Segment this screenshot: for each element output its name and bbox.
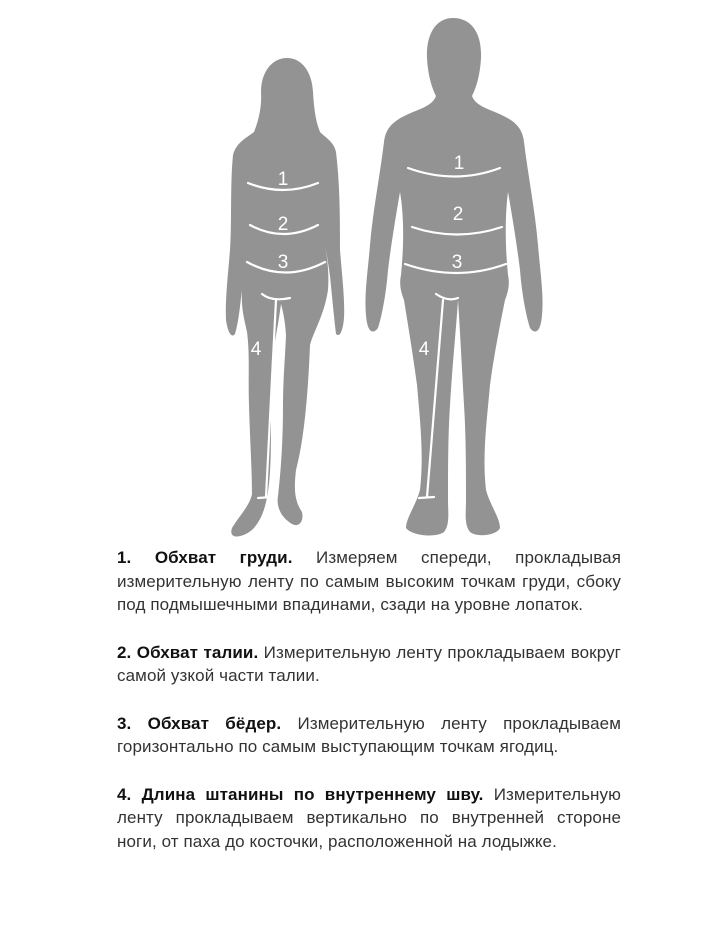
female-marker-2: 2: [277, 214, 289, 235]
instruction-waist: [117, 641, 621, 688]
male-marker-1: 1: [453, 153, 465, 174]
male-figure: [365, 18, 542, 535]
male-tape-ankle: [419, 497, 434, 498]
female-marker-1: 1: [277, 169, 289, 190]
measurement-instructions: [117, 546, 621, 877]
instruction-hips-text: Измерительную ленту прокладываем горизонтально по самым выступающим точкам ягодиц.: [117, 713, 621, 756]
instruction-chest-title: 1. Обхват груди.: [117, 548, 293, 567]
female-tape-ankle: [258, 497, 272, 498]
instruction-hips: [117, 712, 621, 759]
instruction-chest-text: Измеряем спереди, прокладывая измерительную ленту по самым высоким точкам груди, сбоку под подмышечными впадинами, сзади на уровне лопаток.: [117, 548, 622, 614]
instruction-waist-title: 2. Обхват талии.: [117, 642, 259, 662]
male-marker-2: 2: [452, 204, 464, 225]
female-silhouette: [226, 58, 344, 537]
female-marker-4: 4: [250, 339, 262, 360]
male-silhouette: [365, 18, 542, 535]
male-marker-3: 3: [451, 252, 463, 273]
instruction-chest: [117, 546, 621, 617]
female-figure: [226, 58, 344, 537]
female-marker-3: 3: [277, 252, 289, 273]
instruction-inseam: [117, 783, 621, 854]
instruction-inseam-title: 4. Длина штанины по внутреннему шву.: [117, 784, 484, 804]
male-marker-4: 4: [418, 339, 430, 360]
instruction-hips-title: 3. Обхват бёдер.: [117, 713, 282, 733]
instruction-inseam-text: Измерительную ленту прокладываем вертикально по внутренней стороне ноги, от паха до косточки, расположенной на лодыжке.: [117, 784, 621, 851]
instruction-waist-text: Измерительную ленту прокладываем вокруг самой узкой части талии.: [117, 642, 621, 685]
